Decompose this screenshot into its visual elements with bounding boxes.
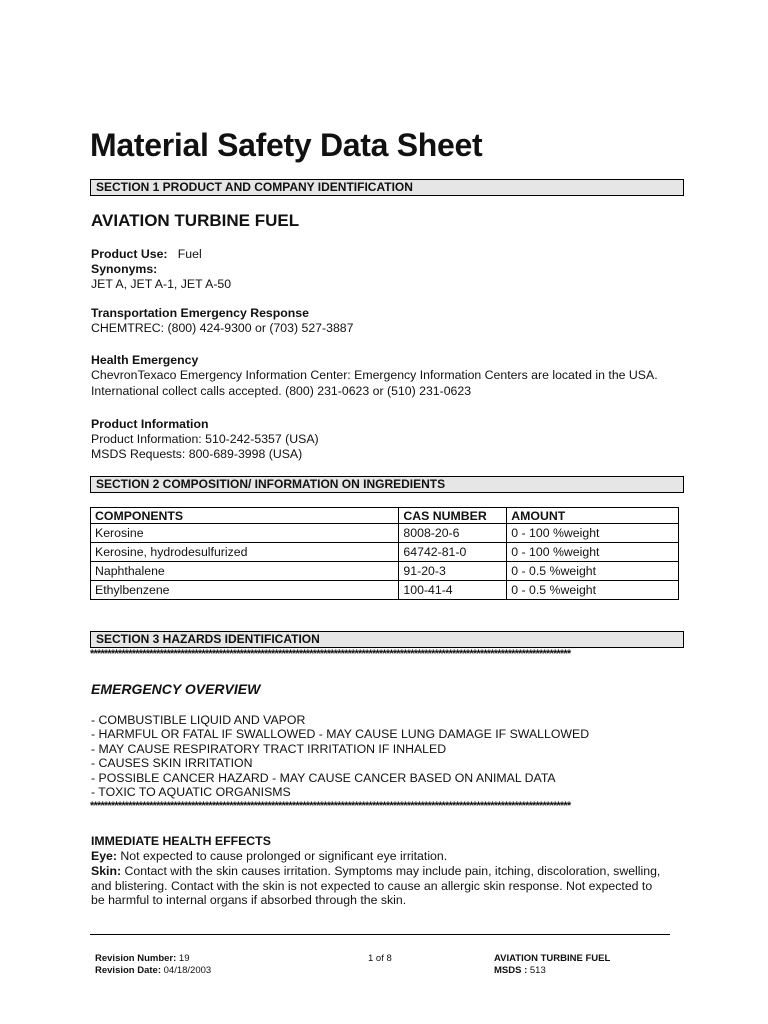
transport-label: Transportation Emergency Response	[91, 306, 309, 320]
overview-item: - POSSIBLE CANCER HAZARD - MAY CAUSE CANCER BASED ON ANIMAL DATA	[91, 771, 556, 785]
table-cell: Kerosine, hydrodesulfurized	[91, 543, 399, 562]
revision-date-label: Revision Date:	[95, 965, 161, 976]
health-line-1: ChevronTexaco Emergency Information Center: Emergency Information Centers are located in the USA.	[91, 368, 658, 382]
table-cell: 0 - 100 %weight	[507, 543, 679, 562]
table-header-row	[91, 508, 679, 524]
product-info-line-2: MSDS Requests: 800-689-3998 (USA)	[91, 447, 303, 461]
column-header: AMOUNT	[507, 508, 679, 524]
revision-number	[95, 953, 190, 965]
document-title: Material Safety Data Sheet	[90, 127, 483, 163]
table-row	[91, 524, 679, 543]
msds-number	[494, 965, 546, 977]
asterisk-divider-bottom: ******************************************************************************************************************************************	[90, 801, 571, 811]
health-line-2: International collect calls accepted. (800) 231-0623 or (510) 231-0623	[91, 384, 472, 398]
overview-item: - HARMFUL OR FATAL IF SWALLOWED - MAY CAUSE LUNG DAMAGE IF SWALLOWED	[91, 727, 590, 741]
skin-effect-line-2: and blistering. Contact with the skin is not expected to cause an allergic skin response. Not expected to	[91, 879, 653, 893]
table-cell: 8008-20-6	[399, 524, 507, 543]
emergency-overview-title: EMERGENCY OVERVIEW	[91, 681, 261, 697]
table-cell: 91-20-3	[399, 562, 507, 581]
product-use-value: Fuel	[177, 247, 202, 261]
table-cell: 64742-81-0	[399, 543, 507, 562]
table-row	[91, 581, 679, 600]
column-header: COMPONENTS	[91, 508, 399, 524]
column-header: CAS NUMBER	[399, 508, 507, 524]
revision-number-value: 19	[176, 953, 190, 964]
revision-number-label: Revision Number:	[95, 953, 177, 964]
health-label: Health Emergency	[91, 353, 199, 367]
product-info-line-1: Product Information: 510-242-5357 (USA)	[91, 432, 319, 446]
overview-item: - MAY CAUSE RESPIRATORY TRACT IRRITATION IF INHALED	[91, 742, 447, 756]
table-row	[91, 562, 679, 581]
skin-label: Skin:	[91, 864, 122, 878]
synonyms-value: JET A, JET A-1, JET A-50	[91, 277, 232, 291]
overview-item: - CAUSES SKIN IRRITATION	[91, 756, 253, 770]
table-row	[91, 543, 679, 562]
asterisk-divider-top: ******************************************************************************************************************************************	[90, 649, 571, 659]
section-1-header: SECTION 1 PRODUCT AND COMPANY IDENTIFICATION	[90, 179, 684, 196]
page-number: 1 of 8	[368, 953, 392, 964]
ingredients-table	[90, 507, 679, 600]
table-cell: Naphthalene	[91, 562, 399, 581]
table-cell: 0 - 0.5 %weight	[507, 581, 679, 600]
footer-product-name: AVIATION TURBINE FUEL	[494, 953, 611, 964]
product-name: AVIATION TURBINE FUEL	[91, 211, 300, 230]
eye-effect-line	[91, 849, 447, 864]
table-cell: 0 - 100 %weight	[507, 524, 679, 543]
section-3-header: SECTION 3 HAZARDS IDENTIFICATION	[90, 631, 684, 648]
msds-value: 513	[527, 965, 546, 976]
table-cell: 100-41-4	[399, 581, 507, 600]
skin-effect-line-1	[91, 864, 660, 879]
skin-text-1: Contact with the skin causes irritation. Symptoms may include pain, itching, discoloration, swelling,	[121, 864, 661, 878]
table-cell: 0 - 0.5 %weight	[507, 562, 679, 581]
section-2-header: SECTION 2 COMPOSITION/ INFORMATION ON INGREDIENTS	[90, 476, 684, 493]
revision-date-value: 04/18/2003	[161, 965, 212, 976]
product-use-line	[91, 247, 202, 262]
product-info-label: Product Information	[91, 417, 209, 431]
overview-item: - TOXIC TO AQUATIC ORGANISMS	[91, 785, 291, 799]
revision-date	[95, 965, 211, 977]
immediate-health-title: IMMEDIATE HEALTH EFFECTS	[91, 834, 271, 848]
synonyms-label: Synonyms:	[91, 262, 158, 276]
table-cell: Kerosine	[91, 524, 399, 543]
eye-label: Eye:	[91, 849, 117, 863]
msds-label: MSDS :	[494, 965, 528, 976]
overview-item: - COMBUSTIBLE LIQUID AND VAPOR	[91, 713, 306, 727]
transport-value: CHEMTREC: (800) 424-9300 or (703) 527-3887	[91, 321, 354, 335]
footer-divider	[90, 934, 670, 935]
eye-text: Not expected to cause prolonged or significant eye irritation.	[116, 849, 448, 863]
table-cell: Ethylbenzene	[91, 581, 399, 600]
product-use-label: Product Use:	[91, 247, 168, 261]
skin-effect-line-3: be harmful to internal organs if absorbed through the skin.	[91, 893, 407, 907]
